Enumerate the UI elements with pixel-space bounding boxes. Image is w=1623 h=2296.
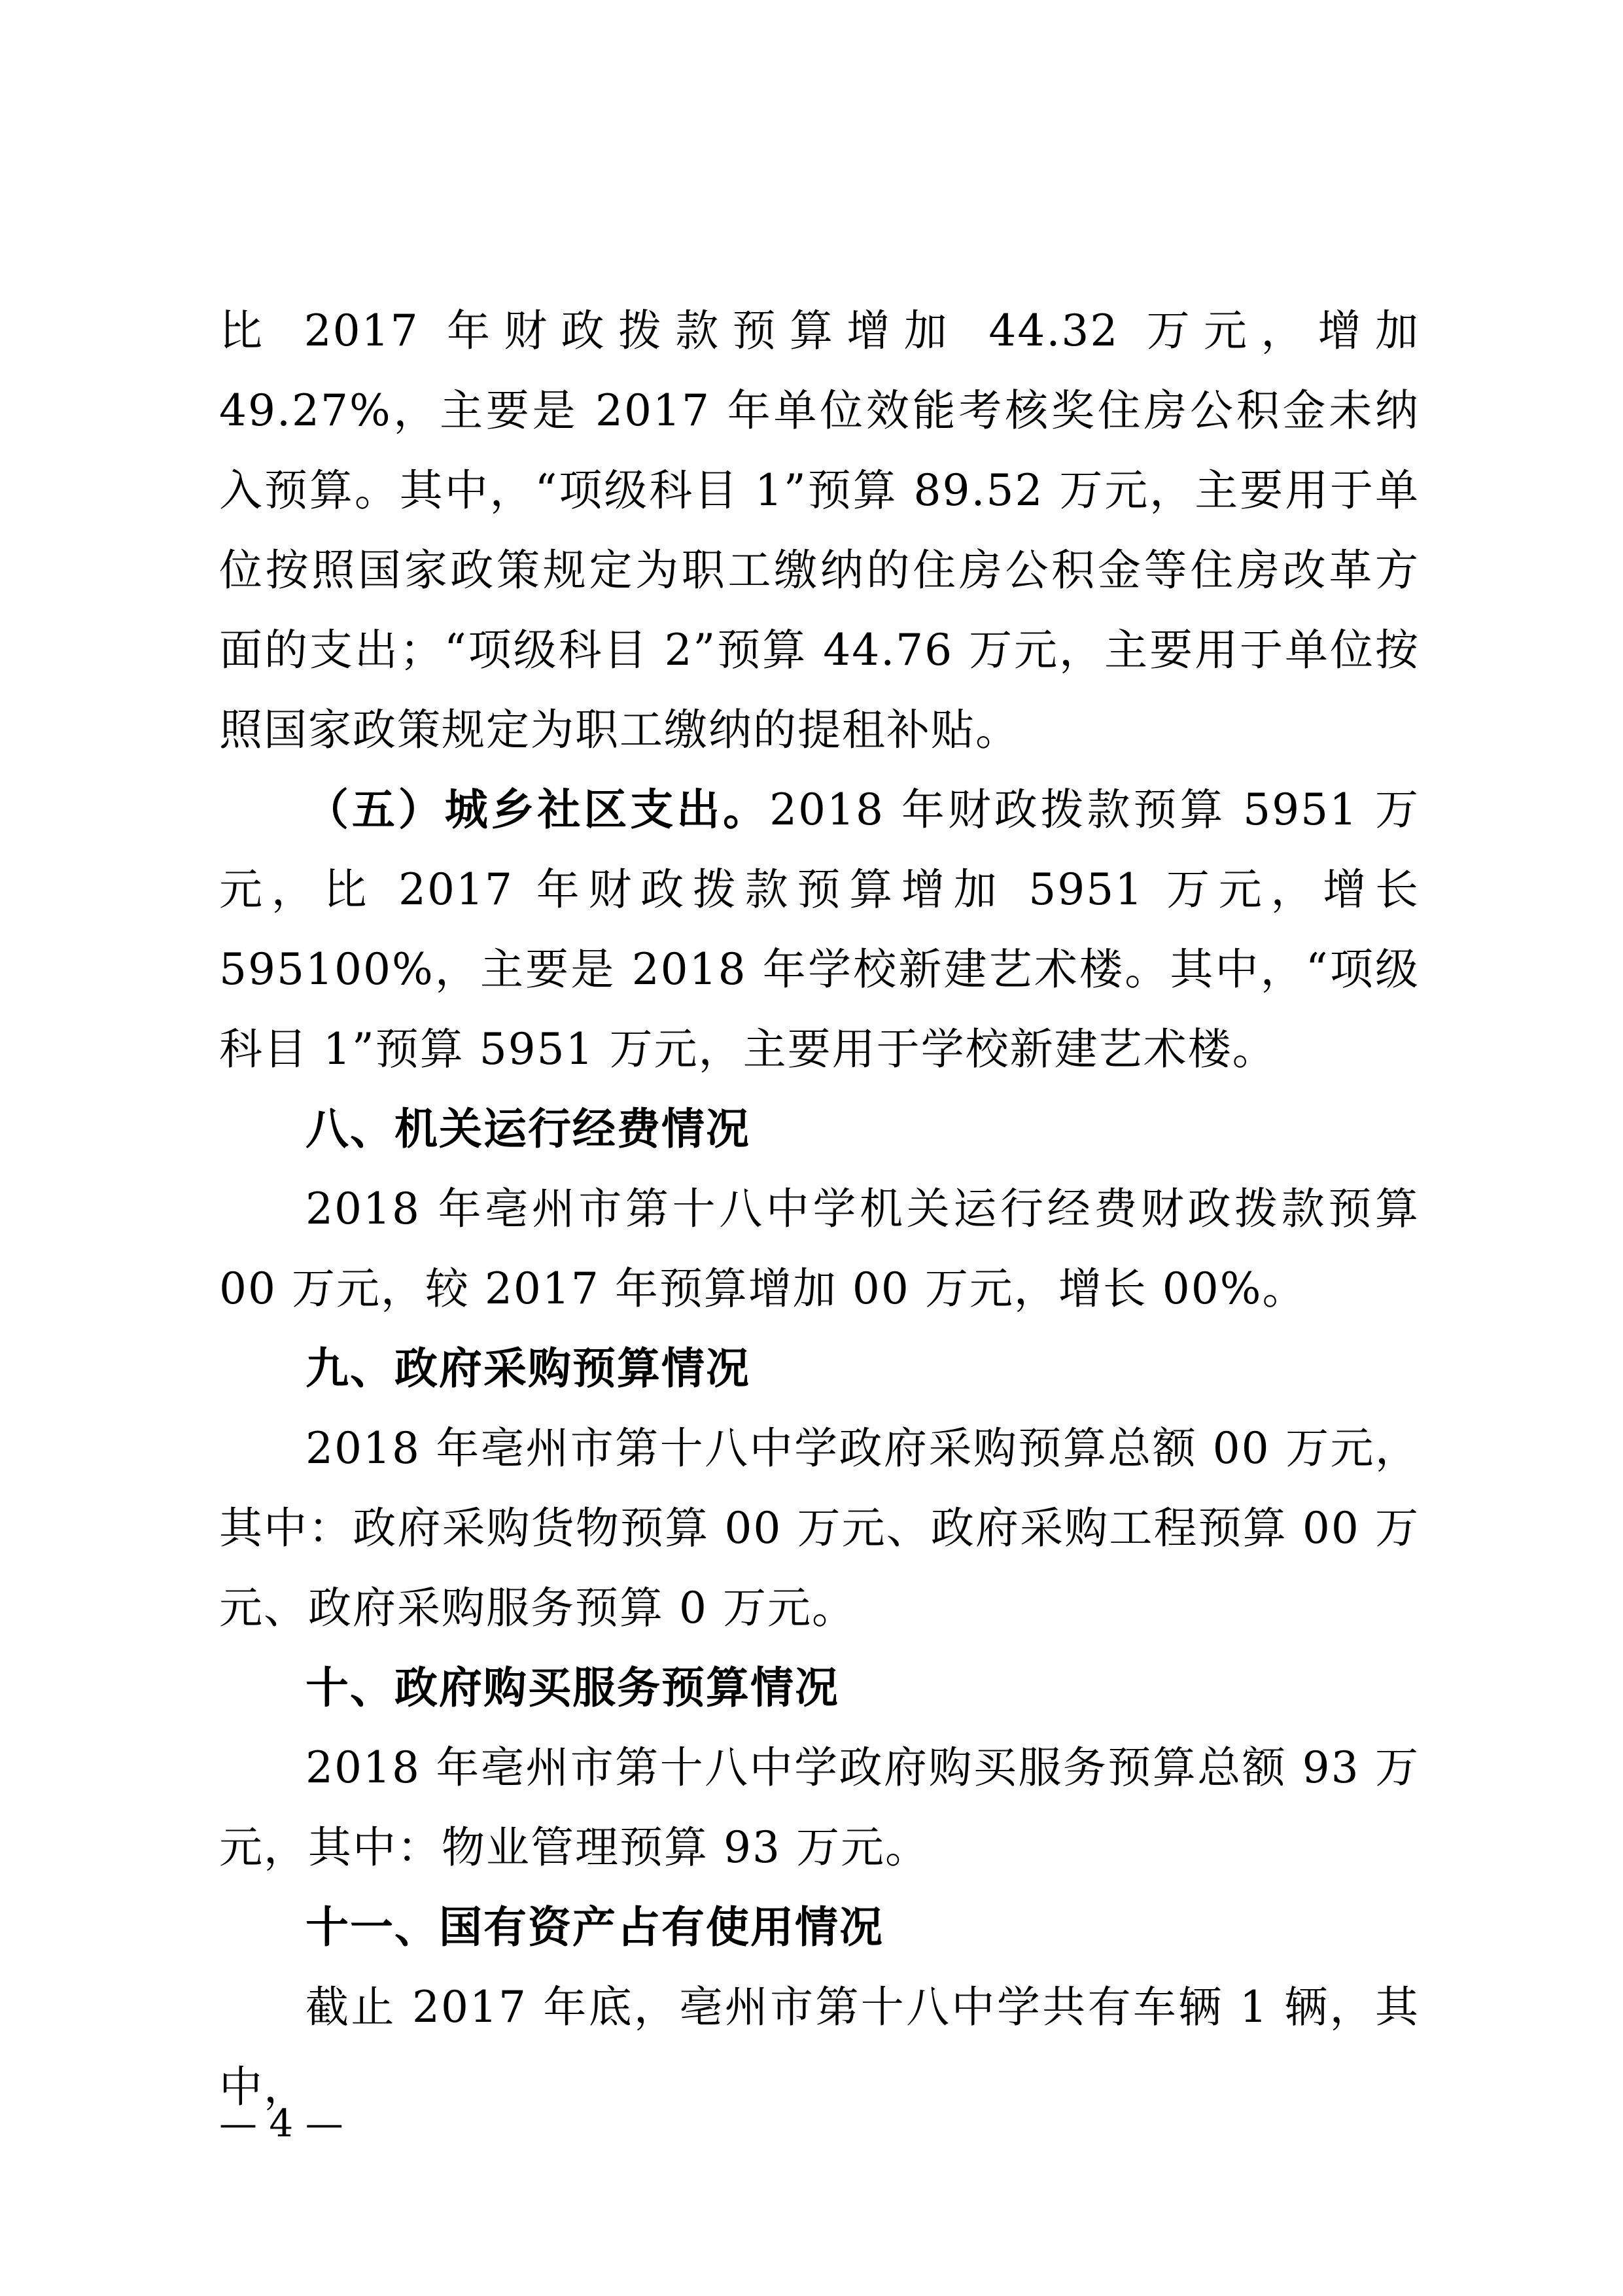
page-number: — 4 — xyxy=(219,2101,343,2146)
paragraph-urban-community xyxy=(219,770,1420,1089)
heading-state-assets: 十一、国有资产占有使用情况 xyxy=(305,1902,884,1952)
section-lead-urban-community: （五）城乡社区支出。 xyxy=(305,785,770,835)
paragraph-housing-fund: 比 2017 年财政拨款预算增加 44.32 万元，增加 49.27%，主要是 2017 年单位效能考核奖住房公积金未纳入预算。其中，“项级科目 1”预算 89.52 万元，主要用于单位按照国家政策规定为职工缴纳的住房公积金等住房改革方面的支出；“项级科目 2”预算 44.76 万元，主要用于单位按照国家政策规定为职工缴纳的提租补贴。 xyxy=(219,306,1420,755)
paragraph-urban-community-body: 2018 年财政拨款预算 5951 万元，比 2017 年财政拨款预算增加 5951 万元，增长 595100%，主要是 2018 年学校新建艺术楼。其中，“项级科目 1”预算 5951 万元，主要用于学校新建艺术楼。 xyxy=(219,785,1420,1074)
heading-procurement: 九、政府采购预算情况 xyxy=(305,1343,750,1394)
paragraph-service-purchase: 2018 年亳州市第十八中学政府购买服务预算总额 93 万元，其中：物业管理预算 93 万元。 xyxy=(219,1742,1420,1873)
paragraph-state-assets: 截止 2017 年底，亳州市第十八中学共有车辆 1 辆，其中， xyxy=(219,1982,1420,2112)
paragraph-operating-funds: 2018 年亳州市第十八中学机关运行经费财政拨款预算 00 万元，较 2017 年预算增加 00 万元，增长 00%。 xyxy=(219,1184,1420,1314)
heading-service-purchase: 十、政府购买服务预算情况 xyxy=(305,1663,839,1713)
heading-operating-funds: 八、机关运行经费情况 xyxy=(305,1104,750,1154)
document-body xyxy=(219,291,1420,2127)
paragraph-procurement: 2018 年亳州市第十八中学政府采购预算总额 00 万元，其中：政府采购货物预算 00 万元、政府采购工程预算 00 万元、政府采购服务预算 0 万元。 xyxy=(219,1423,1420,1633)
